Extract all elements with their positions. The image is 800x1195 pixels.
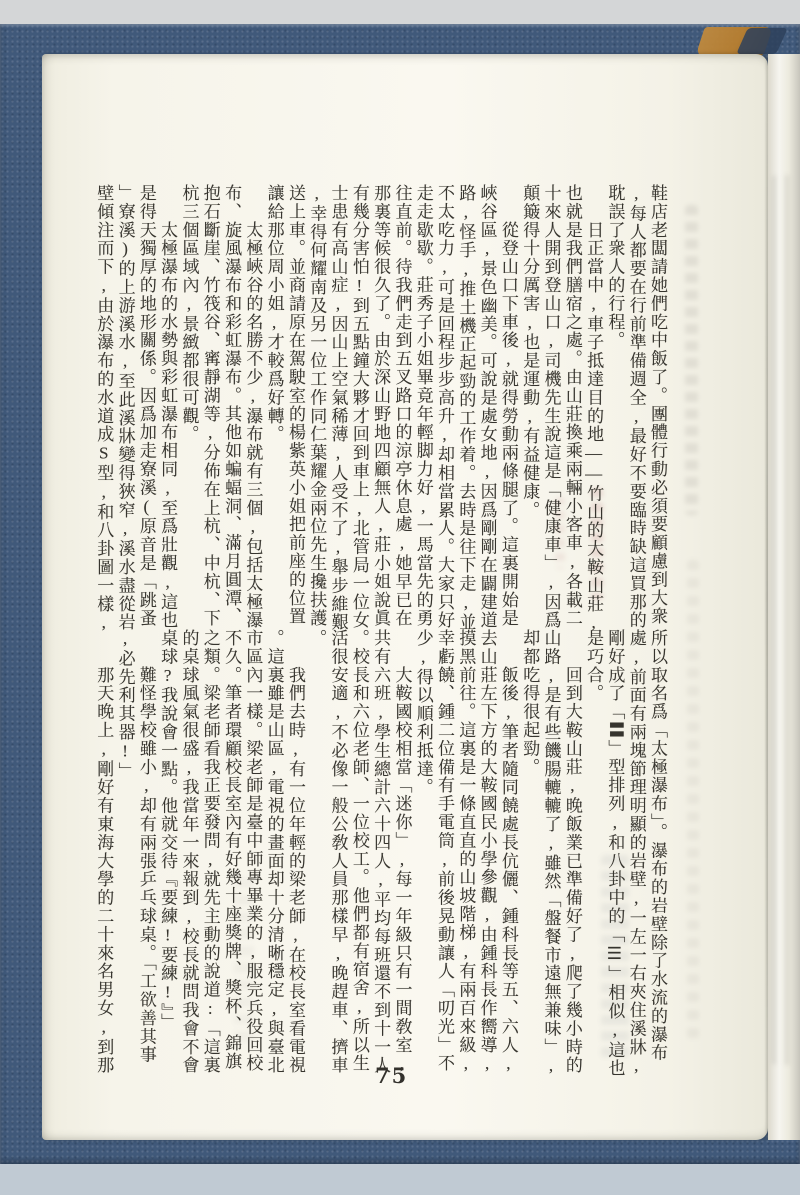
text-column: 去山莊左下方的大鞍國民小學參觀,由鍾科長作嚮導, — [477, 629, 497, 1075]
text-column: 却都吃得很起勁。 — [520, 629, 540, 777]
text-column: 太極峽谷的名勝不少,瀑布就有三個,包括太極瀑 — [243, 184, 263, 630]
show-through-mark — [685, 205, 698, 515]
text-column: 幸虧饒、鍾二位備有手電筒,前後晃動讓人「叨光」不 — [435, 629, 455, 1073]
text-column: 。 — [307, 629, 327, 648]
text-column: 日正當中,車子抵達目的地——竹山的大鞍山莊, — [584, 184, 604, 634]
text-column: 市區內一樣。梁老師是臺中師專畢業的,服完兵役回校 — [243, 629, 263, 1073]
text-column: 少,得以順利抵達。 — [413, 629, 433, 797]
text-column: 大鞍國校相當「迷你」,每一年級只有一間敎室, — [392, 629, 412, 1075]
text-column: 走走歇歇。莊秀子小姐畢竟年輕脚力好,一馬當先的勇 — [413, 184, 433, 628]
text-column: 之類。梁老師看我正要發問,就先主動的說道:「這裏 — [200, 629, 220, 1075]
text-column: 鞋店老闆請她們吃中飯了。團體行動必須要顧慮到大衆 — [648, 184, 667, 626]
text-column: 是得天獨厚的地形關係。因爲加走寮溪(原音是「跳蚤 — [136, 184, 156, 628]
text-column: 。這裏雖是山區,電視的畫面却十分清晰穩定,與臺北 — [264, 629, 284, 1075]
text-column: 摸黑前往。這裏是一條直直的山坡階梯,有兩百來級, — [456, 629, 476, 1075]
text-column: ,必先利其器!」 — [115, 629, 135, 781]
text-column: 那裏等候很久了。由於深山野地四顧無人,莊小姐說眞 — [371, 184, 391, 628]
text-column: 飯後,筆者隨同饒處長伉儷、鍾科長等五、六人, — [498, 629, 518, 1075]
text-column: 那天晚上,剛好有東海大學的二十來名男女,到那 — [94, 629, 114, 1075]
text-column: 是巧合。 — [584, 629, 604, 703]
text-column: 處,前面有兩塊節理明顯的岩壁,一左一右夾住溪牀, — [626, 629, 646, 1077]
text-column: 回到大鞍山莊,晚飯業已準備好了,爬了幾小時的 — [562, 629, 582, 1075]
text-column: 所以取名爲「太極瀑布」。瀑布的岩壁除了水流的瀑布 — [648, 629, 667, 1063]
text-column: 顛簸得十分厲害,也是運動,有益健康。 — [520, 184, 540, 520]
text-column: 太極瀑布的水勢與彩虹瀑布相同,至爲壯觀,這也 — [158, 184, 178, 630]
text-column: 往直前。待我們走到五叉路口的涼亭休息處,她早已在 — [392, 184, 412, 628]
text-column: ,每人都要在行前準備週全,最好不要臨時缺這買那的 — [626, 184, 646, 630]
text-column: 。校長和六位老師、一位校工。他們都有宿舍,所以生 — [349, 629, 369, 1073]
text-column: 的桌球風氣很盛,我當年一來報到,校長就問我會不會 — [179, 629, 199, 1075]
text-column: 山路,是有些饑腸轆轆了,雖然「盤餐市遠無兼味」, — [541, 629, 561, 1077]
text-column: 十來人開到登山口,司機先生說這是「健康車」,因爲 — [541, 184, 561, 630]
text-column: 讓給那位周小姐,才較爲好轉。 — [264, 184, 284, 444]
text-column: 共有六班,學生總計六十四人,平均每班還不到十一人 — [371, 629, 391, 1075]
text-column: 送上車。並商請原在駕駛室的楊紫英小姐把前座的位置 — [285, 184, 305, 626]
text-column: 難怪學校雖小,却有兩張乒乓球桌。「工欲善其事 — [136, 629, 156, 1065]
text-column: 桌球?我說會一點。他就交待『要練!要練!』」 — [158, 629, 178, 1032]
text-block-top — [93, 184, 668, 632]
text-column: 路,怪手,推土機正起勁的工作着。去時是往下走,並 — [456, 184, 476, 632]
text-column: 布、旋風瀑布和彩虹瀑布。其他如蝙蝠洞、滿月圓潭、 — [222, 184, 242, 626]
text-column: 剛好成了「〓」型排列,和八卦中的「☰」相似,這也 — [605, 629, 625, 1078]
text-column: 士患有高山症,因山上空氣稀薄,人受不了,舉步維艱 — [328, 184, 348, 632]
text-column: 從登山口下車後,就得勞動兩條腿了。這裏開始是 — [498, 184, 518, 628]
show-through-mark — [687, 560, 699, 1040]
text-column: 」寮溪)的上游溪水,至此溪牀變得狹窄,溪水盡從岩 — [115, 184, 135, 632]
text-column: ,幸得何耀南及另一位工作同仁葉耀金兩位先生攙扶護 — [307, 184, 327, 628]
text-block-bottom — [93, 629, 668, 1077]
text-column: 不久。筆者環顧校長室內有好幾十座獎牌、獎杯、錦旗 — [222, 629, 242, 1071]
text-column: 我們去時,有一位年輕的梁老師,在校長室看電視 — [285, 629, 305, 1075]
text-column: 峽谷區,景色幽美。可說是處女地,因爲剛剛在闢建道 — [477, 184, 497, 630]
page-number: 75 — [375, 1063, 409, 1088]
text-column: 壁傾注而下,由於瀑布的水道成S型,和八卦圖一樣, — [94, 184, 114, 634]
text-column: 不太吃力,可是回程步步高升,却相當累人。大家只好 — [435, 184, 455, 630]
text-column: 有幾分害怕!到五點鐘大夥才回到車上,北管局一位女 — [349, 184, 369, 630]
text-column: 抱石斷崖、竹筏谷、寗靜湖等,分佈在上杭、中杭、下 — [200, 184, 220, 628]
text-column: 耽誤了衆人的行程。 — [605, 184, 625, 350]
text-column: 活很安適,不必像一般公敎人員那樣早,晚趕車、擠車 — [328, 629, 348, 1075]
text-column: 也就是我們膳宿之處。由山莊換乘兩輛小客車,各載二 — [562, 184, 582, 628]
show-through-mark — [772, 175, 798, 1065]
text-column: 杭三個區域內,景緻都很可觀。 — [179, 184, 199, 444]
